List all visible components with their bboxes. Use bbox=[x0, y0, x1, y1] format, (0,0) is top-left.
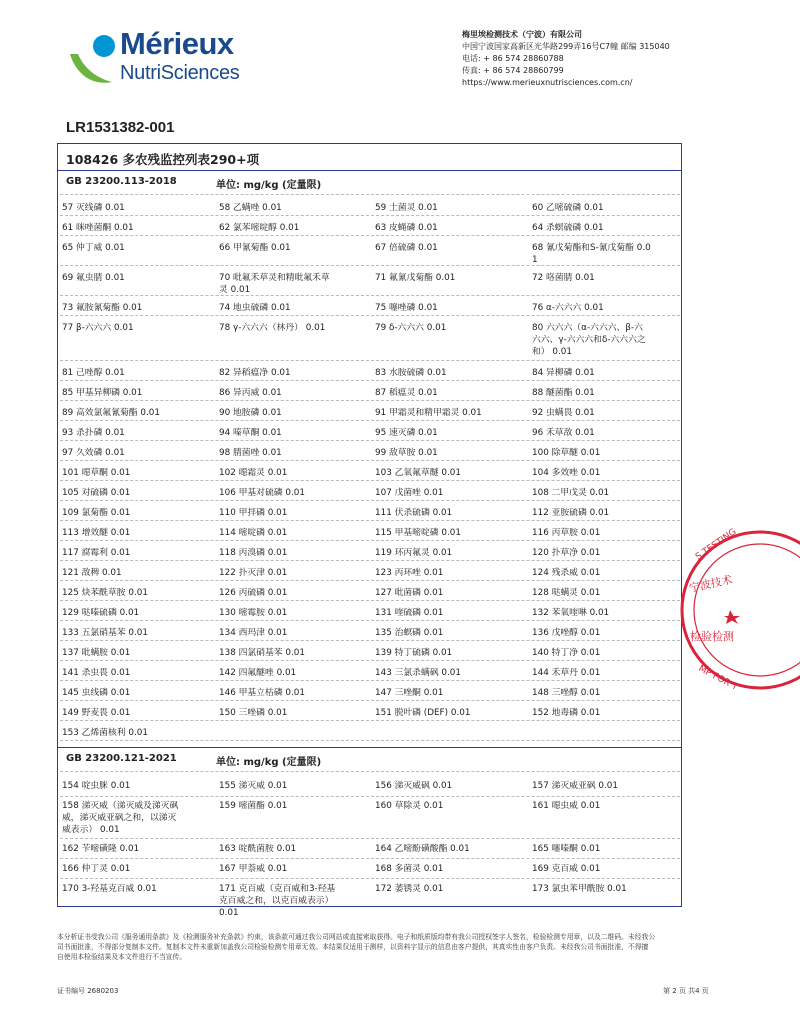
result-cell: 109 氯菊酯 0.01 bbox=[62, 508, 131, 518]
row-divider bbox=[60, 660, 680, 661]
result-cell: 111 伏杀硫磷 0.01 bbox=[375, 508, 453, 518]
result-cell: 90 地胺磷 0.01 bbox=[219, 408, 282, 418]
row-divider bbox=[60, 580, 680, 581]
row-divider bbox=[60, 680, 680, 681]
result-cell: 145 虫线磷 0.01 bbox=[62, 688, 131, 698]
result-cell: 114 嘧啶磷 0.01 bbox=[219, 528, 288, 538]
result-cell: 160 草除灵 0.01 bbox=[375, 801, 444, 811]
result-cell: 153 乙烯菌核利 0.01 bbox=[62, 728, 148, 738]
result-cell: 150 三唑磷 0.01 bbox=[219, 708, 288, 718]
result-cell: 133 五氯硝基苯 0.01 bbox=[62, 628, 148, 638]
result-cell: 87 稻瘟灵 0.01 bbox=[375, 388, 438, 398]
result-cell: 120 扑草净 0.01 bbox=[532, 548, 601, 558]
brand-name: Mérieux bbox=[120, 26, 234, 61]
result-cell: 132 苯氧喹啉 0.01 bbox=[532, 608, 610, 618]
result-cell: 80 六六六（α-六六六、β-六 六六、γ-六六六和δ-六六六之 和） 0.01 bbox=[532, 323, 646, 357]
company-website[interactable]: https://www.merieuxnutrisciences.com.cn/ bbox=[462, 78, 633, 87]
row-divider bbox=[60, 295, 680, 296]
result-cell: 171 克百威（克百威和3-羟基 克百威之和，以克百威表示） 0.01 bbox=[219, 884, 336, 918]
result-cell: 158 涕灭威（涕灭威及涕灭砜 威，涕灭威亚砜之和，以涕灭 威表示） 0.01 bbox=[62, 801, 179, 835]
result-cell: 166 仲丁灵 0.01 bbox=[62, 864, 131, 874]
result-cell: 62 氯苯嘧啶醇 0.01 bbox=[219, 223, 300, 233]
result-cell: 118 丙溴磷 0.01 bbox=[219, 548, 288, 558]
result-cell: 67 倍硫磷 0.01 bbox=[375, 243, 438, 253]
result-cell: 64 杀螟硫磷 0.01 bbox=[532, 223, 604, 233]
result-cell: 144 禾草丹 0.01 bbox=[532, 668, 601, 678]
section-1-header-divider bbox=[60, 194, 680, 195]
result-cell: 112 亚胺硫磷 0.01 bbox=[532, 508, 610, 518]
result-cell: 68 氰戊菊酯和S-氰戊菊酯 0.0 1 bbox=[532, 243, 651, 265]
row-divider bbox=[60, 740, 680, 741]
result-cell: 159 嘧菌酯 0.01 bbox=[219, 801, 288, 811]
result-cell: 164 乙嘧酚磺酸酯 0.01 bbox=[375, 844, 470, 854]
result-cell: 137 吡螨胺 0.01 bbox=[62, 648, 131, 658]
result-cell: 139 特丁硫磷 0.01 bbox=[375, 648, 453, 658]
result-cell: 167 甲萘威 0.01 bbox=[219, 864, 288, 874]
result-cell: 169 克百威 0.01 bbox=[532, 864, 601, 874]
row-divider bbox=[60, 380, 680, 381]
result-cell: 155 涕灭威 0.01 bbox=[219, 781, 288, 791]
result-cell: 110 甲拌磷 0.01 bbox=[219, 508, 288, 518]
company-name: 梅里埃检测技术（宁波）有限公司 bbox=[462, 30, 582, 39]
result-cell: 121 敌稗 0.01 bbox=[62, 568, 122, 578]
row-divider bbox=[60, 620, 680, 621]
result-cell: 151 脱叶磷 (DEF) 0.01 bbox=[375, 708, 471, 718]
result-cell: 152 地毒磷 0.01 bbox=[532, 708, 601, 718]
result-cell: 60 乙嘧硫磷 0.01 bbox=[532, 203, 604, 213]
result-cell: 134 西玛津 0.01 bbox=[219, 628, 288, 638]
result-cell: 146 甲基立枯磷 0.01 bbox=[219, 688, 305, 698]
stamp-text-top: S TESTING bbox=[693, 527, 739, 563]
company-address: 中国宁波国家高新区光华路299弄16号C7幢 邮编 315040 bbox=[462, 42, 670, 51]
section-1-unit: 单位: mg/kg (定量限) bbox=[216, 180, 322, 191]
result-cell: 127 吡菌磷 0.01 bbox=[375, 588, 444, 598]
result-cell: 117 腐霉利 0.01 bbox=[62, 548, 131, 558]
row-divider bbox=[60, 838, 680, 839]
stamp-star-icon bbox=[724, 610, 740, 624]
result-cell: 81 己唑醇 0.01 bbox=[62, 368, 125, 378]
section-1-standard: GB 23200.113-2018 bbox=[66, 176, 177, 187]
result-cell: 135 治螟磷 0.01 bbox=[375, 628, 444, 638]
result-cell: 142 四氟醚唑 0.01 bbox=[219, 668, 297, 678]
result-cell: 69 氟虫腈 0.01 bbox=[62, 273, 125, 283]
row-divider bbox=[60, 700, 680, 701]
result-cell: 124 残杀威 0.01 bbox=[532, 568, 601, 578]
page-number: 第 2 页 共4 页 bbox=[663, 987, 709, 995]
row-divider bbox=[60, 460, 680, 461]
result-cell: 73 氟胺氰菊酯 0.01 bbox=[62, 303, 143, 313]
result-cell: 57 灭线磷 0.01 bbox=[62, 203, 125, 213]
result-cell: 76 α-六六六 0.01 bbox=[532, 303, 604, 313]
row-divider bbox=[60, 265, 680, 266]
result-cell: 82 异稻瘟净 0.01 bbox=[219, 368, 291, 378]
row-divider bbox=[60, 315, 680, 316]
result-cell: 113 增效醚 0.01 bbox=[62, 528, 131, 538]
result-cell: 163 啶酰菌胺 0.01 bbox=[219, 844, 297, 854]
result-cell: 86 异丙威 0.01 bbox=[219, 388, 282, 398]
row-divider bbox=[60, 500, 680, 501]
result-cell: 122 扑灭津 0.01 bbox=[219, 568, 288, 578]
result-cell: 84 异柳磷 0.01 bbox=[532, 368, 595, 378]
result-cell: 138 四氯硝基苯 0.01 bbox=[219, 648, 305, 658]
result-cell: 77 β-六六六 0.01 bbox=[62, 323, 134, 333]
result-cell: 141 杀虫畏 0.01 bbox=[62, 668, 131, 678]
result-cell: 75 噻唑磷 0.01 bbox=[375, 303, 438, 313]
result-cell: 162 苄嘧磺隆 0.01 bbox=[62, 844, 140, 854]
disclaimer-line: 司书面批准，不得部分复制本文件。复制本文件未重新加盖我公司检验检测专用章无效。本结果仅适用于测样，以资料字显示的信息由客户提供，其真实性由客户负责。未经我公司书面批准，不得擅 bbox=[57, 943, 649, 951]
company-fax: 传真: + 86 574 28860799 bbox=[462, 66, 564, 75]
result-cell: 63 皮蝇磷 0.01 bbox=[375, 223, 438, 233]
result-cell: 149 野麦畏 0.01 bbox=[62, 708, 131, 718]
disclaimer-line: 自使用本检验结果及本文件进行不当宣传。 bbox=[57, 953, 187, 961]
result-cell: 107 戊菌唑 0.01 bbox=[375, 488, 444, 498]
result-cell: 172 萎锈灵 0.01 bbox=[375, 884, 444, 894]
result-cell: 94 嗪草酮 0.01 bbox=[219, 428, 282, 438]
result-cell: 66 甲氰菊酯 0.01 bbox=[219, 243, 291, 253]
brand-subname: NutriSciences bbox=[120, 62, 240, 84]
result-cell: 140 特丁净 0.01 bbox=[532, 648, 601, 658]
result-cell: 165 噻嗪酮 0.01 bbox=[532, 844, 601, 854]
result-cell: 93 杀扑磷 0.01 bbox=[62, 428, 125, 438]
row-divider bbox=[60, 600, 680, 601]
company-info bbox=[462, 29, 670, 89]
result-cell: 161 噁虫威 0.01 bbox=[532, 801, 601, 811]
result-cell: 129 哒嗪硫磷 0.01 bbox=[62, 608, 140, 618]
result-cell: 148 三唑醇 0.01 bbox=[532, 688, 601, 698]
section-2-unit: 单位: mg/kg (定量限) bbox=[216, 757, 322, 768]
result-cell: 147 三唑酮 0.01 bbox=[375, 688, 444, 698]
result-cell: 105 对硫磷 0.01 bbox=[62, 488, 131, 498]
stamp-text-footer: MP FOR T bbox=[696, 663, 740, 693]
result-cell: 156 涕灭威砜 0.01 bbox=[375, 781, 453, 791]
result-cell: 143 三氯杀螨砜 0.01 bbox=[375, 668, 461, 678]
row-divider bbox=[60, 640, 680, 641]
result-cell: 98 腈菌唑 0.01 bbox=[219, 448, 282, 458]
result-cell: 71 氟氰戊菊酯 0.01 bbox=[375, 273, 456, 283]
row-divider bbox=[60, 540, 680, 541]
result-cell: 58 乙螨唑 0.01 bbox=[219, 203, 282, 213]
result-cell: 157 涕灭威亚砜 0.01 bbox=[532, 781, 618, 791]
result-cell: 70 吡氟禾草灵和精吡氟禾草 灵 0.01 bbox=[219, 273, 330, 295]
result-cell: 108 二甲戊灵 0.01 bbox=[532, 488, 610, 498]
result-cell: 130 嘧霉胺 0.01 bbox=[219, 608, 288, 618]
title-divider bbox=[57, 170, 682, 171]
row-divider bbox=[60, 720, 680, 721]
company-phone: 电话: + 86 574 28860788 bbox=[462, 54, 564, 63]
result-cell: 79 δ-六六六 0.01 bbox=[375, 323, 447, 333]
section-2-standard: GB 23200.121-2021 bbox=[66, 753, 177, 764]
result-cell: 115 甲基嘧啶磷 0.01 bbox=[375, 528, 461, 538]
result-cell: 101 噁草酮 0.01 bbox=[62, 468, 131, 478]
section-divider bbox=[57, 747, 682, 748]
result-cell: 85 甲基异柳磷 0.01 bbox=[62, 388, 143, 398]
result-cell: 88 醚菌酯 0.01 bbox=[532, 388, 595, 398]
row-divider bbox=[60, 360, 680, 361]
result-cell: 170 3-羟基克百威 0.01 bbox=[62, 884, 157, 894]
row-divider bbox=[60, 235, 680, 236]
result-cell: 173 氯虫苯甲酰胺 0.01 bbox=[532, 884, 627, 894]
result-cell: 99 敌草胺 0.01 bbox=[375, 448, 438, 458]
result-cell: 97 久效磷 0.01 bbox=[62, 448, 125, 458]
result-cell: 103 乙氧氟草醚 0.01 bbox=[375, 468, 461, 478]
result-cell: 154 啶虫脒 0.01 bbox=[62, 781, 131, 791]
result-cell: 119 环丙氟灵 0.01 bbox=[375, 548, 453, 558]
section-2-header-divider bbox=[60, 771, 680, 772]
row-divider bbox=[60, 480, 680, 481]
result-cell: 95 速灭磷 0.01 bbox=[375, 428, 438, 438]
result-cell: 74 地虫硫磷 0.01 bbox=[219, 303, 291, 313]
list-title: 108426 多农残监控列表290+项 bbox=[66, 152, 260, 167]
result-cell: 136 戊唑醇 0.01 bbox=[532, 628, 601, 638]
result-cell: 100 除草醚 0.01 bbox=[532, 448, 601, 458]
official-stamp bbox=[680, 520, 800, 700]
row-divider bbox=[60, 796, 680, 797]
result-cell: 128 哒螨灵 0.01 bbox=[532, 588, 601, 598]
result-cell: 61 咪唑菌酮 0.01 bbox=[62, 223, 134, 233]
row-divider bbox=[60, 420, 680, 421]
row-divider bbox=[60, 878, 680, 879]
result-cell: 104 多效唑 0.01 bbox=[532, 468, 601, 478]
logo-mark-icon bbox=[66, 32, 126, 92]
result-cell: 116 丙草胺 0.01 bbox=[532, 528, 601, 538]
result-cell: 59 土菌灵 0.01 bbox=[375, 203, 438, 213]
result-cell: 72 咯菌腈 0.01 bbox=[532, 273, 595, 283]
result-cell: 91 甲霜灵和精甲霜灵 0.01 bbox=[375, 408, 482, 418]
disclaimer-line: 本分析证书受我公司《服务通用条款》及《检测服务补充条款》约束，该条款可通过我公司网站或直接索取获得。电子和纸质版均带有我公司授权签字人签名，检验检测专用章，以及二维码。未经我公 bbox=[57, 933, 656, 941]
result-cell: 83 水胺硫磷 0.01 bbox=[375, 368, 447, 378]
result-cell: 92 虫螨畏 0.01 bbox=[532, 408, 595, 418]
result-cell: 78 γ-六六六（林丹） 0.01 bbox=[219, 323, 326, 333]
disclaimer bbox=[57, 932, 707, 962]
result-cell: 131 喹硫磷 0.01 bbox=[375, 608, 444, 618]
result-cell: 65 仲丁威 0.01 bbox=[62, 243, 125, 253]
result-cell: 96 禾草敌 0.01 bbox=[532, 428, 595, 438]
result-cell: 102 噁霜灵 0.01 bbox=[219, 468, 288, 478]
row-divider bbox=[60, 560, 680, 561]
row-divider bbox=[60, 858, 680, 859]
row-divider bbox=[60, 215, 680, 216]
certificate-number: 证书编号 2680203 bbox=[57, 987, 119, 995]
result-cell: 89 高效氯氟氰菊酯 0.01 bbox=[62, 408, 160, 418]
row-divider bbox=[60, 400, 680, 401]
result-cell: 168 多菌灵 0.01 bbox=[375, 864, 444, 874]
result-cell: 126 丙硫磷 0.01 bbox=[219, 588, 288, 598]
stamp-text-bottom: 检验检测 bbox=[690, 630, 734, 643]
row-divider bbox=[60, 440, 680, 441]
stamp-text-mid: 宁波技术 bbox=[687, 573, 734, 595]
result-cell: 123 丙环唑 0.01 bbox=[375, 568, 444, 578]
result-cell: 106 甲基对硫磷 0.01 bbox=[219, 488, 305, 498]
report-number: LR1531382-001 bbox=[66, 119, 175, 136]
result-cell: 125 炔苯酰草胺 0.01 bbox=[62, 588, 148, 598]
row-divider bbox=[60, 520, 680, 521]
